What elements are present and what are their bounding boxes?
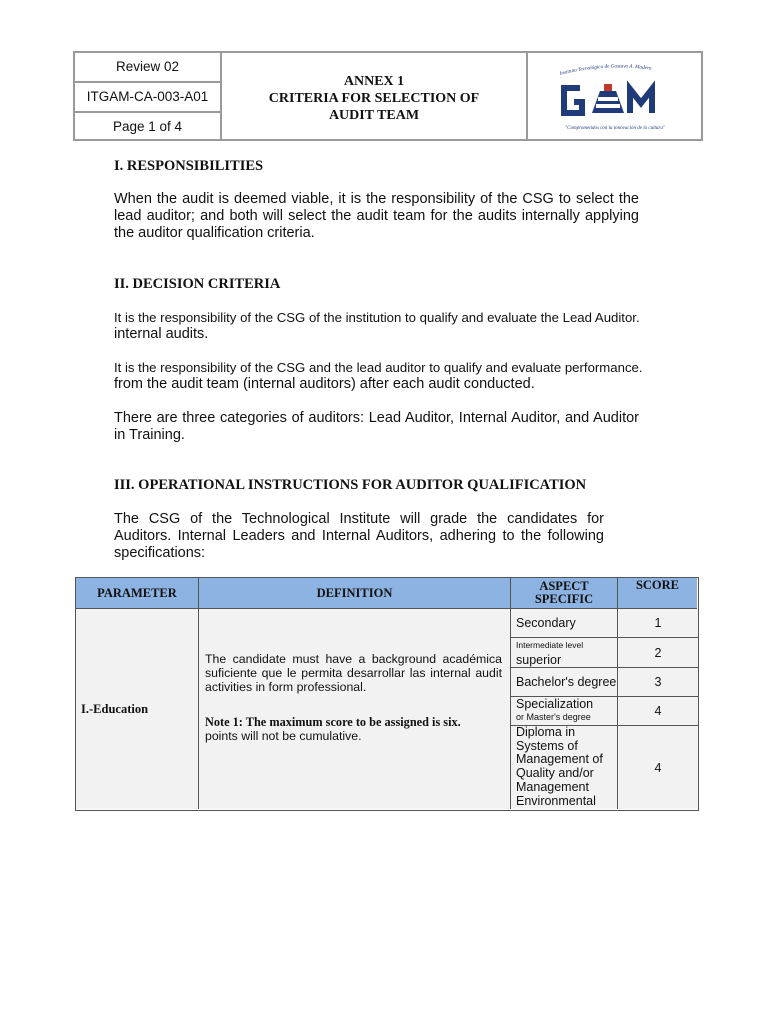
- aspect-intermediate: [511, 638, 618, 668]
- title-annex: ANNEX 1: [343, 73, 405, 89]
- logo-top-text: Instituto Tecnológico de Gustavo A. Madero: [559, 63, 652, 77]
- aspect-header-line-2: SPECIFIC: [534, 592, 594, 606]
- document-code: ITGAM-CA-003-A01: [75, 83, 220, 113]
- aspect-bachelor: Bachelor's degree: [511, 668, 618, 697]
- review-number: Review 02: [75, 53, 220, 83]
- aspect-diploma: [511, 726, 618, 809]
- aspect-diploma-line: Environmental: [516, 793, 596, 808]
- document-header: [73, 51, 703, 141]
- aspect-header-line-1: ASPECT: [539, 579, 589, 593]
- header-meta: [75, 53, 222, 139]
- definition-cell: [199, 609, 511, 809]
- section-2-paragraph-3: There are three categories of auditors: Lead Auditor, Internal Auditor, and Auditor in Training.: [114, 410, 639, 443]
- institution-logo: [530, 53, 701, 139]
- aspect-specialization: [511, 697, 618, 726]
- title-line-2: CRITERIA FOR SELECTION OF: [268, 90, 480, 106]
- aspect-secondary: Secondary: [511, 609, 618, 638]
- section-1-paragraph: When the audit is deemed viable, it is the responsibility of the CSG to select the lead auditor; and both will select the audit team for the audits internally applying the auditor qualification criteria.: [114, 191, 639, 241]
- qualification-table: [75, 577, 699, 811]
- aspect-intermediate-main: superior: [516, 653, 562, 667]
- aspect-diploma-line: Systems of: [516, 738, 578, 753]
- section-2-paragraph-1-line-2: internal audits.: [114, 326, 209, 342]
- section-3-paragraph: The CSG of the Technological Institute will grade the candidates for Auditors. Internal Leaders and Internal Auditors, adhering to the following specifications:: [114, 511, 604, 561]
- logo-slogan: "Comprometidos con la innovación de la cultura": [565, 126, 665, 131]
- section-2-paragraph-1-line-1: It is the responsibility of the CSG of the institution to qualify and evaluate the Lead Auditor.: [114, 310, 640, 325]
- aspect-diploma-line: Management of: [516, 752, 603, 767]
- note-1-bold: Note 1: The maximum score to be assigned is six.: [205, 715, 461, 729]
- col-header-parameter: PARAMETER: [76, 578, 199, 609]
- score-intermediate: 2: [618, 638, 698, 668]
- document-title: [222, 53, 528, 139]
- aspect-specialization-small: or Master's degree: [516, 712, 591, 722]
- col-header-definition: DEFINITION: [199, 578, 511, 609]
- svg-text:Instituto Tecnológico de Gusta: [558, 63, 652, 77]
- aspect-diploma-line: Quality and/or: [516, 766, 594, 781]
- aspect-intermediate-small: Intermediate level: [516, 640, 584, 650]
- section-2-paragraph-2-line-1: It is the responsibility of the CSG and the lead auditor to qualify and evaluate performance.: [114, 360, 643, 375]
- page-number: Page 1 of 4: [112, 119, 183, 134]
- section-1-heading: I. RESPONSIBILITIES: [114, 158, 264, 174]
- col-header-aspect: [511, 578, 618, 609]
- section-3-heading: III. OPERATIONAL INSTRUCTIONS FOR AUDITOR QUALIFICATION: [114, 477, 587, 493]
- definition-text: The candidate must have a background académica suficiente que le permita desarrollar las internal audit activities in form professional.: [205, 652, 502, 694]
- aspect-diploma-line: Diploma in: [516, 725, 576, 739]
- logo-graphic: [530, 53, 701, 139]
- aspect-diploma-line: Management: [516, 779, 589, 794]
- title-line-3: AUDIT TEAM: [328, 107, 420, 123]
- parameter-cell: I.-Education: [76, 609, 199, 809]
- score-bachelor: 3: [618, 668, 698, 697]
- note-1-rest: points will not be cumulative.: [205, 729, 362, 743]
- score-secondary: 1: [618, 609, 698, 638]
- score-specialization: 4: [618, 697, 698, 726]
- aspect-specialization-main: Specialization: [516, 697, 594, 711]
- section-2-paragraph-2-line-2: from the audit team (internal auditors) after each audit conducted.: [114, 376, 535, 392]
- score-diploma: 4: [618, 726, 698, 809]
- section-2-heading: II. DECISION CRITERIA: [114, 276, 281, 292]
- col-header-score: SCORE: [618, 578, 697, 609]
